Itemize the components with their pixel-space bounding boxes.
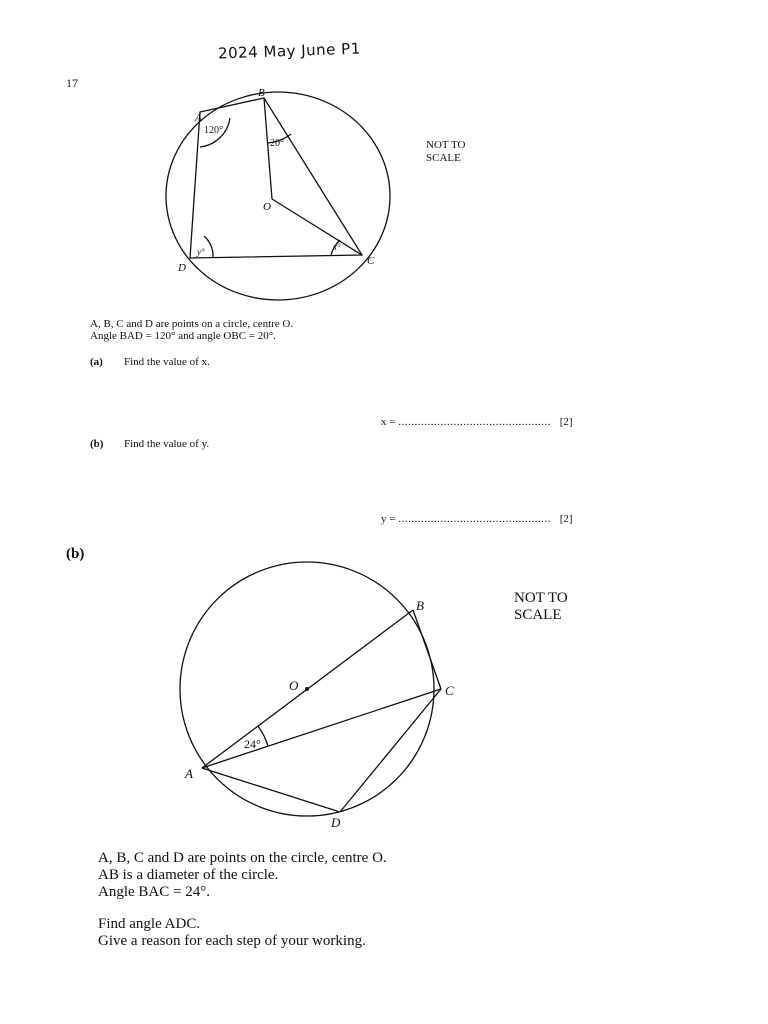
answer-b-prefix: y =	[381, 513, 396, 525]
answer-b-marks: [2]	[559, 513, 573, 525]
label-o-1: O	[263, 201, 271, 213]
label-b-2: B	[416, 598, 424, 613]
angle-label-obc: 20°	[270, 138, 284, 149]
label-d-1: D	[178, 262, 186, 274]
answer-b-dots: ...............................................	[398, 513, 551, 525]
handwritten-title: 2024 May June P1	[217, 39, 362, 63]
center-point-o	[305, 687, 309, 691]
part-b-text: Find the value of y.	[124, 438, 210, 450]
question-number: 17	[66, 76, 78, 90]
qb-stem-line2: AB is a diameter of the circle.	[98, 867, 279, 883]
answer-a-dots: ...............................................	[398, 416, 551, 428]
label-b-1: B	[258, 87, 265, 99]
answer-a-marks: [2]	[559, 416, 573, 428]
label-c-2: C	[445, 683, 454, 698]
label-d-2: D	[331, 815, 341, 830]
answer-a-prefix: x =	[381, 416, 396, 428]
angle-label-x: x°	[333, 242, 341, 252]
label-c-1: C	[367, 255, 375, 267]
chord-ac	[202, 689, 441, 768]
chord-bc	[413, 610, 441, 689]
qb-task-line2: Give a reason for each step of your working.	[98, 933, 366, 949]
part-b-label: (b)	[90, 438, 104, 450]
qb-stem-line1: A, B, C and D are points on the circle, centre O.	[98, 850, 387, 866]
label-a-1: A	[195, 112, 202, 124]
not-to-scale-1-line2: SCALE	[426, 152, 461, 164]
q17-stem-line2: Angle BAD = 120° and angle OBC = 20°.	[90, 330, 276, 342]
label-o-2: O	[289, 678, 299, 693]
question-b-label: (b)	[66, 546, 85, 562]
q17-stem-line1: A, B, C and D are points on a circle, centre O.	[90, 318, 294, 330]
part-a-label: (a)	[90, 356, 103, 368]
angle-label-y: y°	[197, 247, 205, 257]
angle-label-bac: 24°	[244, 737, 261, 751]
qb-stem-line3: Angle BAC = 24°.	[98, 884, 210, 900]
not-to-scale-2-line1: NOT TO	[514, 590, 568, 606]
part-a-text: Find the value of x.	[124, 356, 210, 368]
angle-label-bad: 120°	[204, 125, 223, 136]
chord-cd	[340, 689, 441, 812]
not-to-scale-2-line2: SCALE	[514, 607, 562, 623]
label-a-2: A	[185, 766, 193, 781]
qb-task-line1: Find angle ADC.	[98, 916, 201, 932]
chord-ad	[202, 768, 340, 812]
not-to-scale-1-line1: NOT TO	[426, 139, 466, 151]
